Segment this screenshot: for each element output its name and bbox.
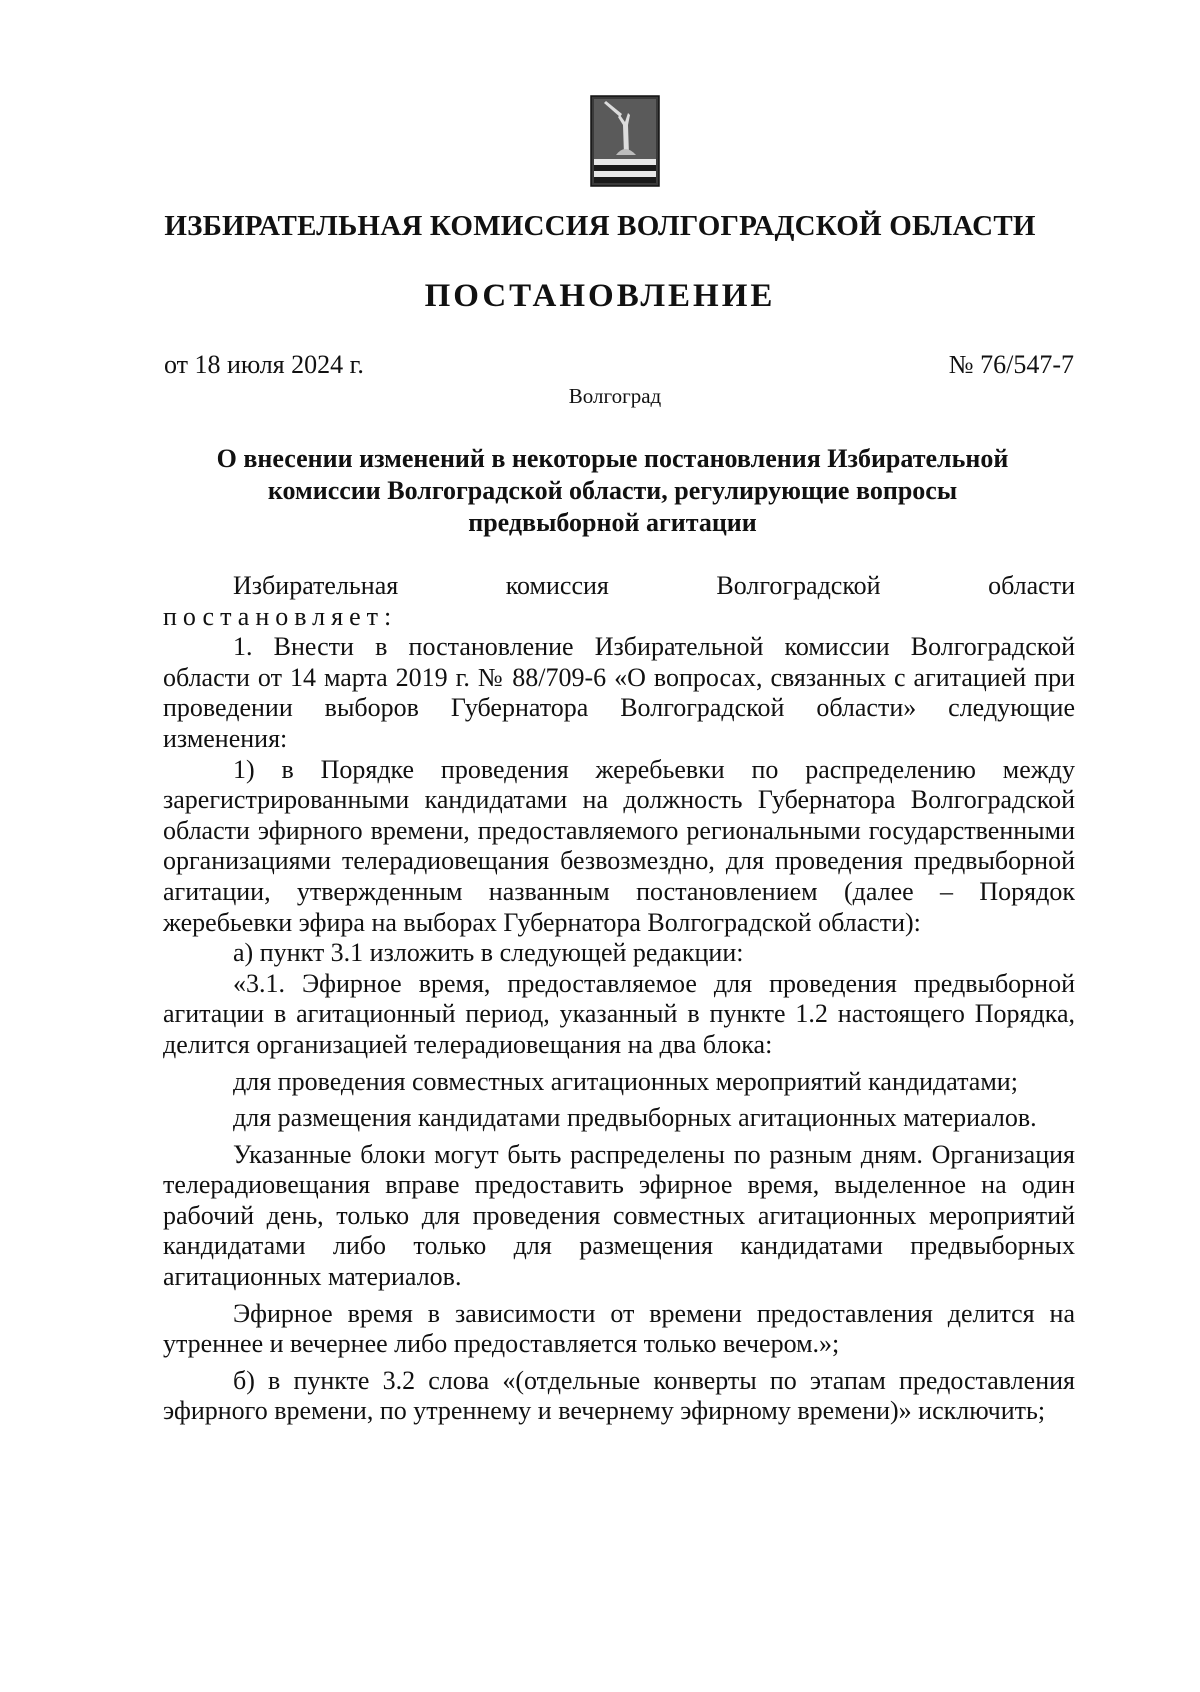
organization-title: ИЗБИРАТЕЛЬНАЯ КОМИССИЯ ВОЛГОГРАДСКОЙ ОБЛАСТИ bbox=[164, 210, 1036, 242]
paragraph: б) в пункте 3.2 слова «(отдельные конверты по этапам предоставления эфирного времени, по утреннему и вечернему эфирному времени)» исключить; bbox=[163, 1365, 1075, 1426]
preamble bbox=[163, 571, 1075, 602]
document-type: ПОСТАНОВЛЕНИЕ bbox=[424, 278, 776, 314]
paragraph: Указанные блоки могут быть распределены по разным дням. Организация телерадиовещания вправе предоставить эфирное время, выделенное на один рабочий день, только для проведения совместных агитационных мероприятий кандидатами либо только для размещения кандидатами предвыборных агитационных материалов. bbox=[163, 1139, 1075, 1292]
paragraph: 1) в Порядке проведения жеребьевки по распределению между зарегистрированными кандидатами на должность Губернатора Волгоградской области эфирного времени, предоставляемого региональными государственными организациями телерадиовещания безвозмездно, для проведения предвыборной агитации, утвержденным названным постановлением (далее – Порядок жеребьевки эфира на выборах Губернатора Волгоградской области): bbox=[163, 754, 1075, 937]
document-subject bbox=[160, 443, 1065, 539]
document-body bbox=[163, 571, 1075, 1427]
paragraph: Эфирное время в зависимости от времени предоставления делится на утреннее и вечернее либо предоставляется только вечером.»; bbox=[163, 1298, 1075, 1359]
resolves-text: постановляет: bbox=[163, 601, 398, 631]
paragraph: для проведения совместных агитационных мероприятий кандидатами; bbox=[233, 1066, 1018, 1096]
paragraph: «3.1. Эфирное время, предоставляемое для проведения предвыборной агитации в агитационный период, указанный в пункте 1.2 настоящего Порядка, делится организацией телерадиовещания на два блока: bbox=[163, 968, 1075, 1059]
document-date: от 18 июля 2024 г. bbox=[164, 350, 364, 379]
document-number: № 76/547-7 bbox=[948, 350, 1074, 379]
preamble-text: Избирательная комиссия Волгоградской области bbox=[233, 571, 1075, 600]
paragraph: для размещения кандидатами предвыборных агитационных материалов. bbox=[233, 1103, 1037, 1133]
document-city: Волгоград bbox=[568, 384, 662, 408]
subject-line: комиссии Волгоградской области, регулирующие вопросы bbox=[267, 476, 958, 505]
subject-line: предвыборной агитации bbox=[468, 508, 757, 537]
paragraph: а) пункт 3.1 изложить в следующей редакции: bbox=[233, 938, 744, 968]
resolves bbox=[163, 602, 1075, 633]
volgograd-coat-of-arms-icon bbox=[590, 95, 660, 187]
paragraph: 1. Внести в постановление Избирательной комиссии Волгоградской области от 14 марта 2019 г. № 88/709-6 «О вопросах, связанных с агитацией при проведении выборов Губернатора Волгоградской области» следующие изменения: bbox=[163, 632, 1075, 753]
subject-line: О внесении изменений в некоторые постановления Избирательной bbox=[216, 444, 1009, 473]
